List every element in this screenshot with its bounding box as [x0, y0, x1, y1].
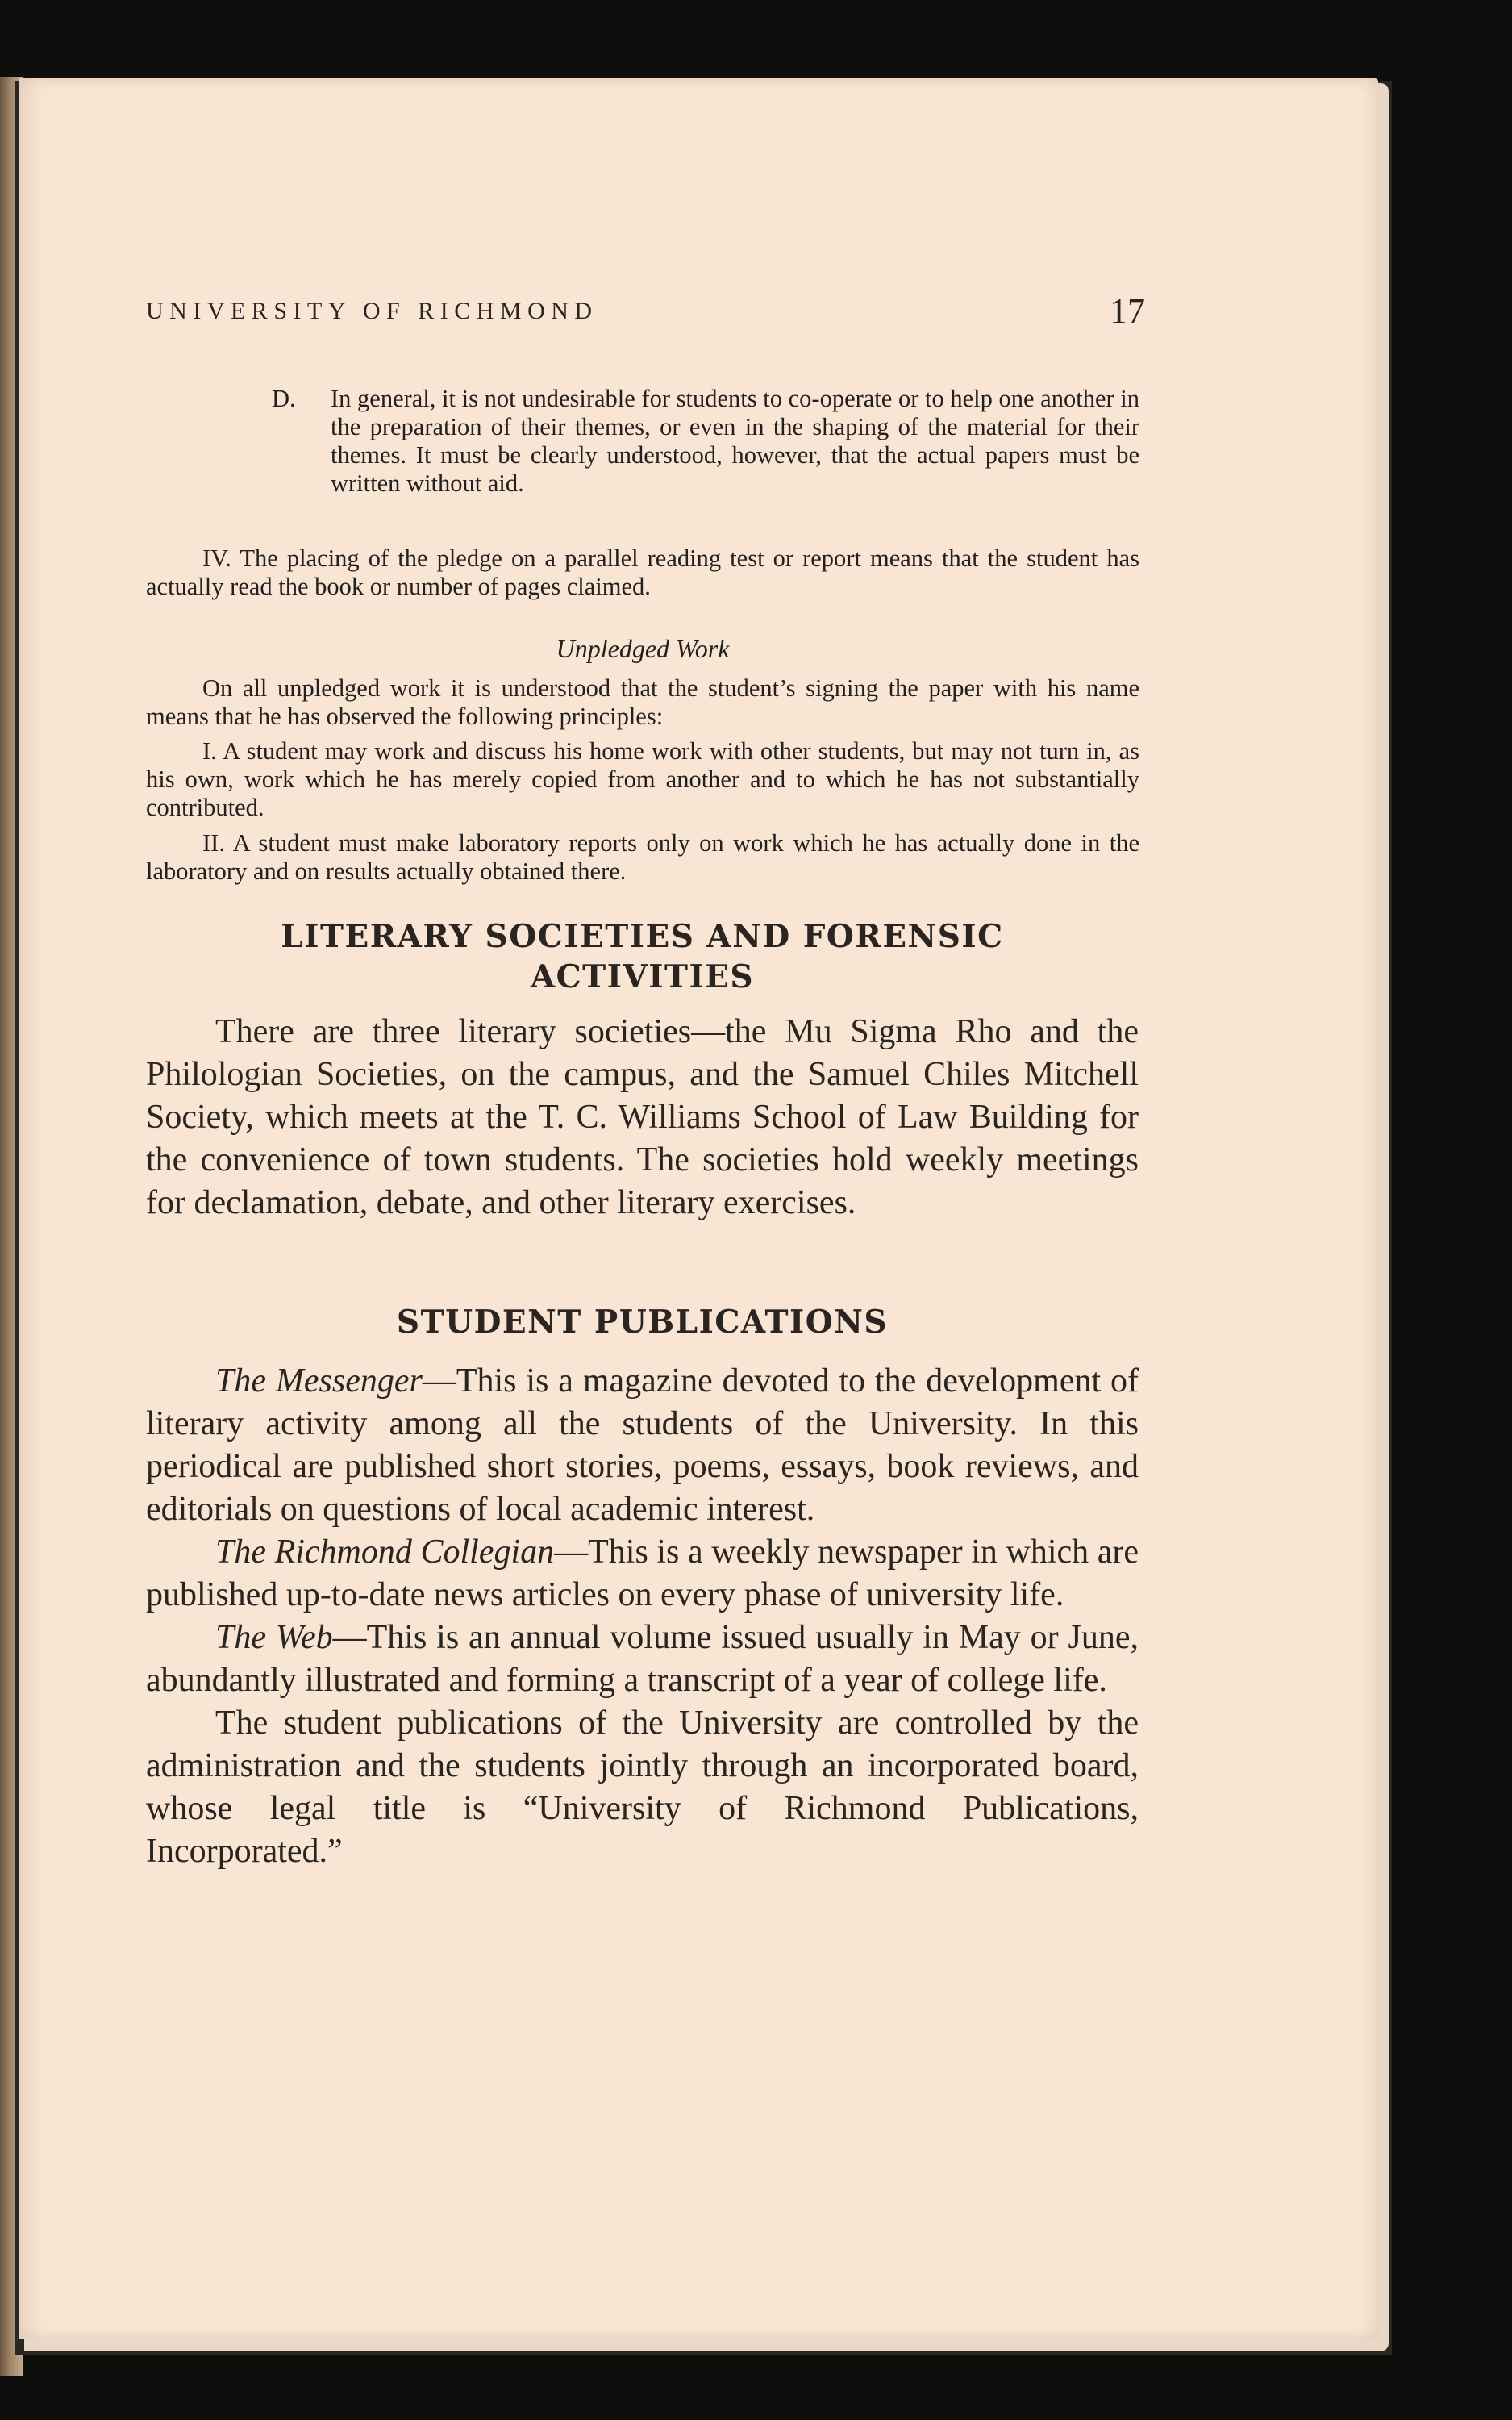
unpledged-intro-text: On all unpledged work it is understood that the student’s signing the paper with his name means that he has observed the following principles:: [146, 674, 1139, 730]
messenger-title: The Messenger: [215, 1362, 423, 1400]
item-d-text: In general, it is not undesirable for students to co-operate or to help one another in the preparation of their themes, or even in the shaping of the material for their themes. It must be clearly understood, however, that the actual papers must be written without aid.: [331, 385, 1139, 497]
unpledged-rule-1-paragraph: [146, 737, 1139, 822]
control-paragraph: The student publications of the University are controlled by the administration and the students jointly through an incorporated board, whose legal title is “University of Richmond Publications, Incorporated.”: [146, 1704, 1139, 1870]
running-header-title: UNIVERSITY OF RICHMOND: [146, 298, 598, 324]
unpledged-work-title: Unpledged Work: [556, 634, 730, 663]
web-paragraph: [146, 1617, 1139, 1702]
literary-societies-body: [146, 1011, 1139, 1225]
item-d-label: D.: [272, 385, 296, 412]
item-iv-paragraph: [146, 544, 1139, 601]
collegian-paragraph: [146, 1531, 1139, 1617]
web-text: —This is an annual volume issued usually in May or June, abundantly illustrated and forming a transcript of a year of college life.: [146, 1619, 1139, 1699]
item-iv-text: IV. The placing of the pledge on a parallel reading test or report means that the student has actually read the book or number of pages claimed.: [146, 544, 1139, 600]
web-title: The Web: [215, 1619, 333, 1656]
unpledged-rule-2-paragraph: [146, 829, 1139, 886]
unpledged-rule-1-text: I. A student may work and discuss his home work with other students, but may not turn in, as his own, work which he has merely copied from another and to which he has not substantially contributed.: [146, 737, 1139, 821]
messenger-text: —This is a magazine devoted to the development of literary activity among all the students of the University. In this periodical are published short stories, poems, essays, book reviews, and editorials on questions of local academic interest.: [146, 1362, 1139, 1528]
page-number: 17: [1110, 291, 1145, 331]
student-publications-heading: STUDENT PUBLICATIONS: [396, 1304, 889, 1341]
unpledged-rule-2-text: II. A student must make laboratory reports only on work which he has actually done in the laboratory and on results actually obtained there.: [146, 829, 1139, 885]
messenger-paragraph: [146, 1360, 1139, 1531]
literary-heading-line-2: ACTIVITIES: [530, 958, 755, 995]
collegian-text: —This is a weekly newspaper in which are published up-to-date news articles on every phase of university life.: [146, 1533, 1139, 1613]
literary-heading-line-1: LITERARY SOCIETIES AND FORENSIC: [281, 918, 1004, 955]
unpledged-intro-paragraph: [146, 674, 1139, 731]
student-publications-body: [146, 1360, 1139, 1873]
literary-societies-heading: [146, 916, 1139, 997]
collegian-title: The Richmond Collegian: [215, 1533, 555, 1571]
literary-societies-text: There are three literary societies—the Mu Sigma Rho and the Philologian Societies, on the campus, and the Samuel Chiles Mitchell Society, which meets at the T. C. Williams School of Law Building for the convenience of town students. The societies hold weekly meetings for declamation, debate, and other literary exercises.: [146, 1013, 1139, 1221]
item-d-paragraph: [331, 385, 1139, 498]
